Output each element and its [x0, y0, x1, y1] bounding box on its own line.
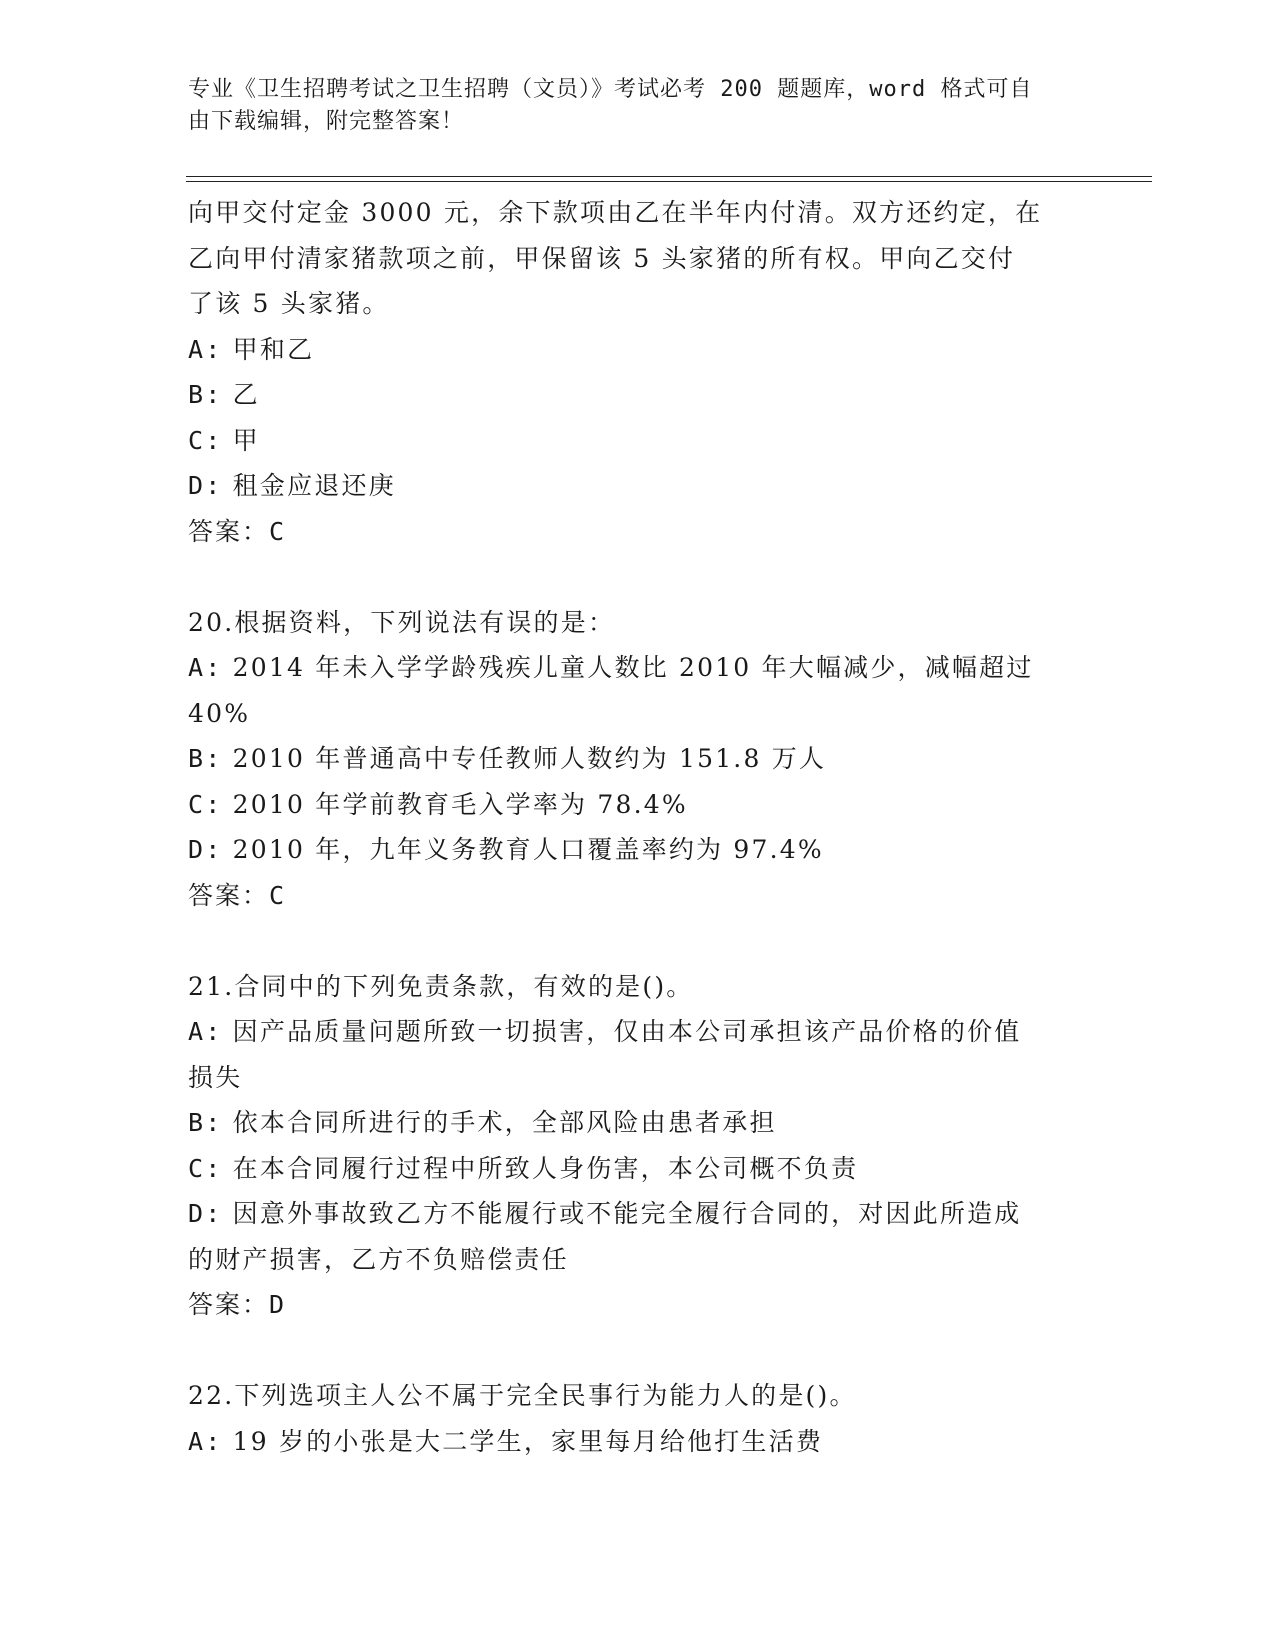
option-d-continued: 的财产损害，乙方不负赔偿责任 — [188, 1244, 569, 1274]
option-text: 2010 年，九年义务教育人口覆盖率约为 97.4% — [232, 835, 824, 864]
question-list — [188, 190, 1088, 1464]
option-key: D: — [188, 471, 223, 500]
option-key: C: — [188, 425, 223, 455]
option-text: 乙 — [232, 380, 260, 409]
answer-value: D — [269, 1290, 287, 1319]
option-a — [188, 645, 1088, 691]
answer-value: C — [269, 516, 287, 546]
answer-label: 答案： — [188, 1290, 270, 1319]
question-stem: 22.下列选项主人公不属于完全民事行为能力人的是()。 — [188, 1381, 857, 1410]
option-text: 在本合同履行过程中所致人身伤害，本公司概不负责 — [232, 1153, 859, 1183]
option-c — [188, 1146, 1088, 1192]
option-d — [188, 1191, 1088, 1237]
header-divider-top — [186, 176, 1152, 177]
option-key: A: — [188, 1426, 223, 1456]
option-text: 2010 年学前教育毛入学率为 78.4% — [232, 789, 688, 819]
option-c — [188, 418, 1088, 464]
option-key: C: — [188, 1153, 223, 1183]
answer-label: 答案： — [188, 880, 270, 910]
option-key: D: — [188, 835, 223, 864]
option-key: D: — [188, 1199, 223, 1228]
header-line-1: 专业《卫生招聘考试之卫生招聘（文员）》考试必考 200 题题库，word 格式可自 — [188, 77, 1033, 102]
stem-line: 向甲交付定金 3000 元，余下款项由乙在半年内付清。双方还约定，在 — [188, 198, 1043, 227]
answer-value: C — [269, 880, 287, 910]
option-key: B: — [188, 744, 223, 773]
answer-line — [188, 509, 1088, 555]
document-header — [188, 74, 1068, 138]
stem-line: 了该 5 头家猪。 — [188, 289, 390, 318]
option-text: 甲和乙 — [232, 334, 315, 364]
header-line-2: 由下载编辑，附完整答案！ — [188, 109, 465, 134]
option-text: 因意外事故致乙方不能履行或不能完全履行合同的，对因此所造成 — [232, 1199, 1022, 1228]
option-d — [188, 827, 1088, 873]
option-text: 2014 年未入学学龄残疾儿童人数比 2010 年大幅减少，减幅超过 — [232, 653, 1034, 682]
option-b — [188, 736, 1088, 782]
option-text: 2010 年普通高中专任教师人数约为 151.8 万人 — [232, 744, 827, 773]
option-d — [188, 463, 1088, 509]
option-a — [188, 327, 1088, 373]
option-text: 19 岁的小张是大二学生，家里每月给他打生活费 — [232, 1426, 824, 1456]
option-text: 租金应退还庚 — [232, 471, 396, 500]
question-continuation — [188, 190, 1088, 554]
option-b — [188, 1100, 1088, 1146]
option-c — [188, 782, 1088, 828]
question-22 — [188, 1373, 1088, 1464]
option-key: A: — [188, 334, 223, 364]
question-stem: 21.合同中的下列免责条款，有效的是()。 — [188, 971, 694, 1001]
option-key: A: — [188, 1017, 223, 1046]
question-stem: 20.根据资料，下列说法有误的是： — [188, 607, 616, 637]
option-b — [188, 372, 1088, 418]
question-20 — [188, 600, 1088, 919]
answer-line — [188, 873, 1088, 919]
option-key: C: — [188, 789, 223, 819]
answer-line — [188, 1282, 1088, 1328]
option-a-continued: 损失 — [188, 1062, 243, 1092]
answer-label: 答案： — [188, 516, 270, 546]
option-key: B: — [188, 1108, 223, 1137]
option-text: 因产品质量问题所致一切损害，仅由本公司承担该产品价格的价值 — [232, 1017, 1022, 1046]
question-21 — [188, 964, 1088, 1328]
stem-line: 乙向甲付清家猪款项之前，甲保留该 5 头家猪的所有权。甲向乙交付 — [188, 243, 1016, 273]
option-a — [188, 1009, 1088, 1055]
option-key: A: — [188, 653, 223, 682]
header-divider-bottom — [186, 181, 1152, 182]
option-a — [188, 1419, 1088, 1465]
option-key: B: — [188, 380, 223, 409]
option-a-continued: 40% — [188, 698, 251, 728]
option-text: 依本合同所进行的手术，全部风险由患者承担 — [232, 1108, 777, 1137]
option-text: 甲 — [232, 425, 260, 455]
